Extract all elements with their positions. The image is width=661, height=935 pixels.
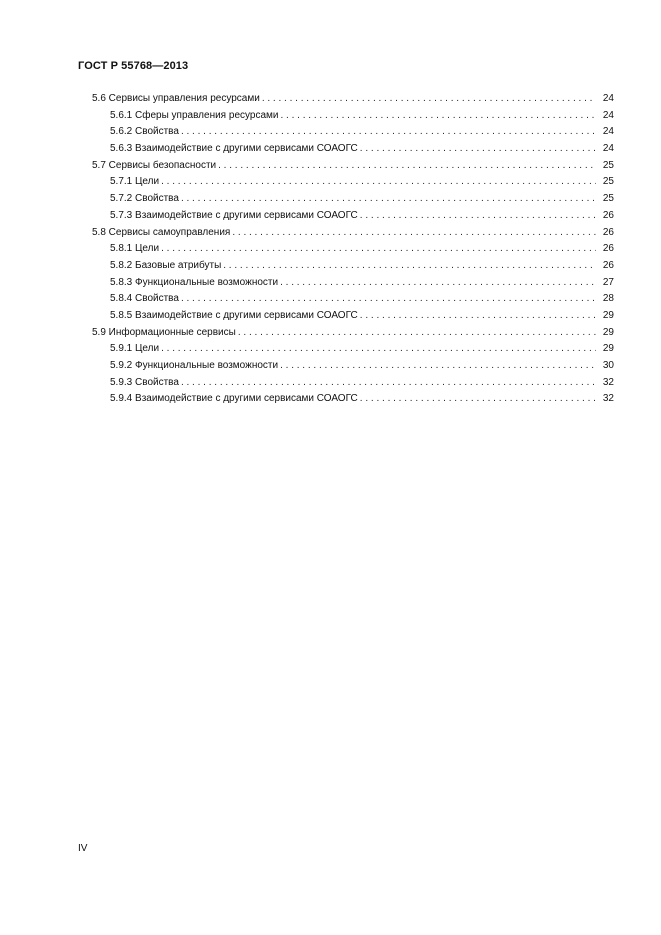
toc-entry [92, 91, 614, 108]
toc-entry [92, 325, 614, 342]
toc-entry-page: 30 [602, 360, 614, 371]
toc-entry-page: 25 [602, 159, 614, 171]
toc-dot-leader [161, 241, 596, 258]
toc-dot-leader [181, 375, 596, 392]
toc-entry-page: 26 [602, 243, 614, 255]
toc-entry-page: 26 [602, 209, 614, 221]
toc-entry-page: 25 [602, 193, 614, 205]
toc-entry [92, 208, 614, 225]
toc-entry [92, 341, 614, 358]
toc-entry-title: 5.7.3 Взаимодействие с другими сервисами СОАОГС [110, 209, 358, 221]
toc-entry-title: 5.6.1 Сферы управления ресурсами [110, 109, 279, 121]
toc-entry [92, 108, 614, 125]
toc-entry-title: 5.6.2 Свойства [110, 126, 179, 138]
toc-dot-leader [181, 124, 596, 141]
toc-entry-page: 24 [602, 93, 614, 104]
toc-entry-page: 24 [602, 109, 614, 121]
toc-entry-title: 5.7.2 Свойства [110, 193, 179, 205]
toc-entry-title: 5.8 Сервисы самоуправления [92, 226, 231, 238]
toc-entry-title: 5.8.2 Базовые атрибуты [110, 259, 222, 271]
page-footer [78, 843, 87, 854]
toc-entry [92, 124, 614, 141]
toc-dot-leader [360, 308, 596, 325]
toc-entry-title: 5.9.3 Свойства [110, 376, 179, 388]
toc-entry [92, 291, 614, 308]
toc-entry-page: 26 [602, 226, 614, 238]
page-number: IV [78, 843, 88, 854]
toc-dot-leader [360, 391, 596, 408]
toc-entry-page: 32 [602, 393, 614, 405]
toc-entry [92, 158, 614, 175]
toc-entry-page: 26 [602, 259, 614, 271]
toc-dot-leader [238, 325, 596, 342]
toc-entry-title: 5.9.2 Функциональные возможности [110, 360, 279, 371]
toc-entry [92, 275, 614, 292]
toc-entry-title: 5.8.1 Цели [110, 243, 160, 255]
toc-dot-leader [161, 174, 596, 191]
toc-entry-page: 24 [602, 143, 614, 155]
toc-entry-title: 5.6.3 Взаимодействие с другими сервисами СОАОГС [110, 143, 358, 155]
toc-entry-title: 5.9.4 Взаимодействие с другими сервисами СОАОГС [110, 393, 358, 405]
toc-dot-leader [232, 225, 596, 242]
toc-dot-leader [360, 141, 596, 158]
toc-dot-leader [280, 358, 596, 375]
toc-dot-leader [218, 158, 596, 175]
toc-entry [92, 241, 614, 258]
toc-entry [92, 141, 614, 158]
toc-entry-title: 5.8.3 Функциональные возможности [110, 276, 279, 288]
toc-dot-leader [181, 191, 596, 208]
toc-entry [92, 225, 614, 242]
toc-dot-leader [262, 91, 596, 108]
toc-entry [92, 258, 614, 275]
toc-entry-page: 25 [602, 176, 614, 188]
toc-dot-leader [280, 108, 596, 125]
toc-entry-title: 5.9 Информационные сервисы [92, 326, 236, 338]
toc-entry-title: 5.8.4 Свойства [110, 293, 179, 305]
toc-dot-leader [280, 275, 596, 292]
toc-dot-leader [223, 258, 596, 275]
toc-entry [92, 308, 614, 325]
toc-dot-leader [360, 208, 596, 225]
toc-entry-page: 29 [602, 309, 614, 321]
toc-entry-page: 28 [602, 293, 614, 305]
toc-dot-leader [161, 341, 596, 358]
toc-entry [92, 391, 614, 408]
toc-entry [92, 358, 614, 375]
toc-entry-page: 29 [602, 326, 614, 338]
toc-entry-title: 5.7.1 Цели [110, 176, 160, 188]
toc-entry-page: 32 [602, 376, 614, 388]
toc-entry-title: 5.7 Сервисы безопасности [92, 159, 217, 171]
document-code: ГОСТ Р 55768—2013 [78, 60, 189, 72]
toc-entry [92, 375, 614, 392]
toc-dot-leader [181, 291, 596, 308]
toc-entry [92, 174, 614, 191]
toc-entry-page: 24 [602, 126, 614, 138]
toc-entry-page: 29 [602, 343, 614, 355]
toc-entry-title: 5.6 Сервисы управления ресурсами [92, 93, 260, 104]
document-header [78, 60, 188, 72]
toc-entry-title: 5.9.1 Цели [110, 343, 160, 355]
toc-entry-title: 5.8.5 Взаимодействие с другими сервисами СОАОГС [110, 309, 358, 321]
table-of-contents [92, 91, 614, 408]
toc-entry [92, 191, 614, 208]
toc-entry-page: 27 [602, 276, 614, 288]
